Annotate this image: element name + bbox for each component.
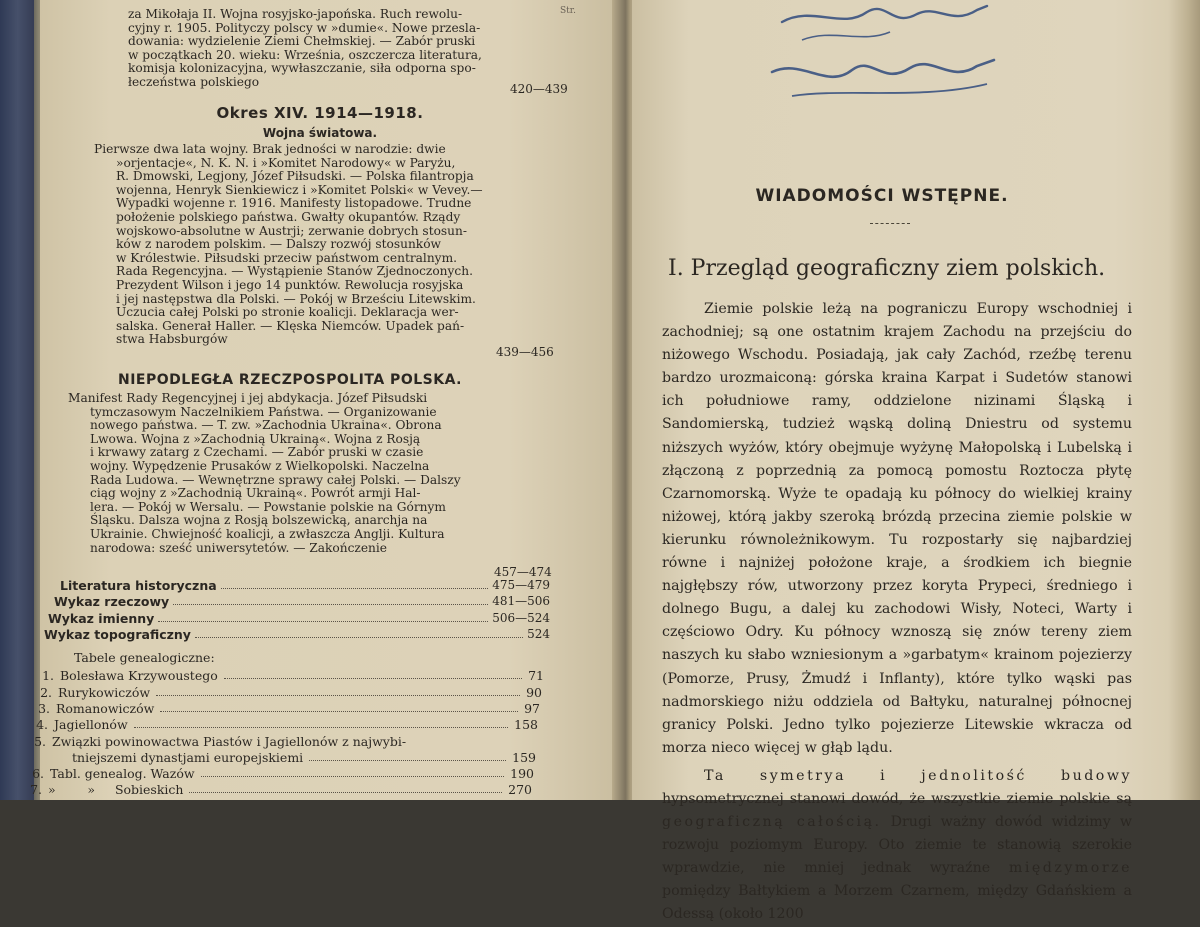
index-pages: 481—506 — [492, 594, 550, 608]
entry-line: i jej następstwa dla Polski. — Pokój w Brześciu Litewskim. — [116, 291, 476, 306]
paragraph-text: Drugi ważny dowód widzimy w rozwoju poziomym Europy. Oto ziemie te stanowią szerokie wprawdzie, nie mniej jednak wyraźne — [662, 814, 1132, 877]
genealogy-row — [26, 734, 536, 749]
index-label: Wykaz topograficzny — [44, 627, 191, 642]
dot-leader — [221, 578, 489, 589]
genealogy-row — [28, 717, 538, 732]
entry-text — [128, 8, 538, 90]
entry-line: wojenna, Henryk Sienkiewicz i »Komitet Polski« w Vevey.— — [116, 182, 483, 197]
entry-line: za Mikołaja II. Wojna rosyjsko-japońska. Ruch rewolu- — [128, 7, 463, 21]
entry-line: wojny. Wypędzenie Prusaków z Wielkopolski. Naczelna — [90, 458, 430, 473]
entry-line: i krwawy zatarg z Czechami. — Zabór pruski w czasie — [90, 445, 424, 460]
entry-line: komisja kolonizacyjna, wywłaszczanie, siła odporna spo- — [128, 61, 476, 76]
period-title: Okres XIV. 1914—1918. — [216, 104, 424, 122]
index-topographic — [44, 627, 550, 642]
paragraph-text: hypsometrycznej stanowi dowód, że wszystkie ziemie polskie są — [662, 790, 1132, 807]
genealogy-row — [34, 668, 544, 683]
entry-line: Śląsku. Dalsza wojna z Rosją bolszewicką, anarchja na — [90, 513, 428, 528]
entry-line: tymczasowym Naczelnikiem Państwa. — Organizowanie — [90, 404, 437, 419]
row-pages: 158 — [514, 717, 538, 732]
dot-leader — [309, 750, 506, 761]
entry-line: stwa Habsburgów — [116, 332, 228, 347]
title-ornament — [870, 223, 910, 224]
entry-line: Pierwsze dwa lata wojny. Brak jedności w narodzie: dwie — [94, 142, 446, 156]
index-label: Literatura historyczna — [60, 578, 217, 593]
entry-line: w Królestwie. Piłsudski przeciw państwom centralnym. — [116, 250, 457, 265]
row-pages: 159 — [512, 750, 536, 765]
row-number: 4. — [36, 717, 48, 732]
entry-line: wojskowo-absolutne w Austrji; zerwanie dobrych stosun- — [116, 223, 467, 238]
paragraph-text: pomiędzy Bałtykiem a Morzem Czarnem, między Gdańskiem a Odessą (około 1200 — [662, 883, 1132, 923]
entry-line: R. Dmowski, Legjony, Józef Piłsudski. — Polska filantropja — [116, 169, 474, 184]
chapter-title: WIADOMOŚCI WSTĘPNE. — [755, 186, 1009, 206]
genealogy-heading: Tabele genealogiczne: — [74, 650, 215, 665]
dot-leader — [134, 717, 508, 728]
genealogy-row — [32, 685, 542, 700]
dot-leader — [224, 668, 522, 679]
row-pages: 90 — [526, 685, 542, 700]
entry-line: narodowa: sześć uniwersytetów. — Zakończenie — [90, 540, 388, 555]
ink-signature — [772, 0, 1002, 120]
entry-line: w początkach 20. wieku: Września, oszczercza literatura, — [128, 47, 482, 62]
dot-leader — [158, 611, 488, 622]
section-heading: I. Przegląd geograficzny ziem polskich. — [668, 256, 1106, 281]
genealogy-row — [22, 782, 532, 797]
entry-line: Rada Regencyjna. — Wystąpienie Stanów Zjednoczonych. — [116, 264, 473, 279]
entry-line: dowania: wydzielenie Ziemi Chełmskiej. — Zabór pruski — [128, 34, 476, 49]
index-pages: 475—479 — [492, 578, 550, 592]
row-pages: 71 — [528, 668, 544, 683]
row-pages: 270 — [508, 782, 532, 797]
genealogy-row — [30, 701, 540, 716]
paragraph-1: Ziemie polskie leżą na pograniczu Europy wschodniej i zachodniej; są one ostatnim krajem Zachodu na przejściu do niżowego Wschodu. Posiadają, jak cały Zachód, rzeźbę terenu bardzo urozmaiconą: górska kraina Karpat i Sudetów stanowi ich południowe ramy, oddzielone nizinami Śląską i Sandomierską, tudzież wąską doliną Dniestru od systemu niższych wyżów, który obejmuje wyżynę Małopolską i Lubelską i złączoną z poprzednią za pomocą pomostu Roztocza płytę Czarnomorską. Wyże te opadają ku północy do wielkiej krainy niżowej, którą jakby szeroką brózdą przecina ziemie polskie w kierunku równoleżnikowym. Tu rozpostarły się najbardziej równe i najniżej położone kraje, a środkiem ich biegnie najgłębszy rów, utworzony przez koryta Prypeci, średniego i dolnego Bugu, a dalej ku zachodowi Wisły, Noteci, Warty i częściowo Odry. Ku północy wznoszą się znów tereny ziem naszych ku słabo wzniesionym a »garbatym« krainom pojezierzy (Pomorze, Prusy, Żmudź i Inflanty), które tylko wąski pas nadmorskiego niżu oddziela od Bałtyku, naturalnej północnej granicy Polski. Jedno tylko pojezierze Litewskie wkracza od morza nieco więcej w głąb lądu. — [662, 301, 1132, 756]
row-number: 7. — [30, 782, 42, 797]
entry-line: cyjny r. 1905. Polityczy polscy w »dumie«. Nowe przesla- — [128, 20, 481, 35]
entry-pages: 439—456 — [496, 345, 554, 359]
dot-leader — [173, 594, 488, 605]
entry-line: Manifest Rady Regencyjnej i jej abdykacja. Józef Piłsudski — [68, 391, 428, 405]
dot-leader — [156, 685, 520, 696]
genealogy-row — [24, 766, 534, 781]
index-literature — [60, 578, 550, 593]
row-number — [26, 750, 46, 765]
row-title: Tabl. genealog. Wazów — [50, 766, 195, 781]
entry-line: Uczucia całej Polski po stronie koalicji. Deklaracja wer- — [116, 305, 459, 320]
entry-line: Rada Ludowa. — Wewnętrzne sprawy całej Polski. — Dalszy — [90, 472, 461, 487]
row-title: Bolesława Krzywoustego — [60, 668, 218, 683]
row-pages: 97 — [524, 701, 540, 716]
entry-line: salska. Generał Haller. — Klęska Niemców. Upadek pań- — [116, 318, 465, 333]
entry-line: położenie polskiego państwa. Gwałty okupantów. Rządy — [116, 209, 461, 224]
entry-line: Prezydent Wilson i jego 14 punktów. Rewolucja rosyjska — [116, 277, 464, 292]
index-names — [48, 611, 550, 626]
dot-leader — [195, 627, 523, 638]
dot-leader — [201, 766, 505, 777]
entry-line: Ukrainie. Chwiejność koalicji, a zwłaszcza Anglji. Kultura — [90, 526, 445, 541]
entry-line: łeczeństwa polskiego — [128, 74, 260, 89]
dot-leader — [160, 701, 518, 712]
row-title: Jagiellonów — [54, 717, 128, 732]
row-number: 3. — [38, 701, 50, 716]
toc-entry-independent — [68, 392, 508, 555]
entry-line: Lwowa. Wojna z »Zachodnią Ukrainą«. Wojna z Rosją — [90, 431, 421, 446]
body-text — [662, 298, 1132, 927]
index-subject — [54, 594, 550, 609]
row-title: » » Sobieskich — [48, 782, 184, 797]
row-pages: 190 — [510, 766, 534, 781]
period-subtitle: Wojna światowa. — [262, 126, 378, 140]
index-label: Wykaz rzeczowy — [54, 594, 170, 609]
entry-line: Wypadki wojenne r. 1916. Manifesty listopadowe. Trudne — [116, 196, 472, 211]
row-number: 6. — [32, 766, 44, 781]
entry-line: nowego państwa. — T. zw. »Zachodnia Ukraina«. Obrona — [90, 418, 442, 433]
spaced-phrase: geograficzną całością. — [662, 814, 882, 831]
entry-line: ciąg wojny z »Zachodnią Ukrainą«. Powrót armji Hal- — [90, 486, 421, 501]
left-page — [30, 0, 625, 800]
entry-pages: 457—474 — [494, 565, 552, 579]
paragraph-2 — [662, 765, 1132, 927]
index-pages: 524 — [527, 627, 550, 641]
independent-title: NIEPODLEGŁA RZECZPOSPOLITA POLSKA. — [117, 372, 462, 388]
right-page — [632, 0, 1200, 923]
genealogy-row — [26, 750, 536, 765]
column-header-str: Str. — [560, 6, 576, 16]
spaced-phrase: międzymorze — [1008, 860, 1132, 877]
row-title: tniejszemi dynastjami europejskiemi — [72, 750, 304, 765]
index-pages: 506—524 — [492, 611, 550, 625]
entry-line: ków z narodem polskim. — Dalszy rozwój stosunków — [116, 237, 441, 252]
row-title: Związki powinowactwa Piastów i Jagiellonów z najwybi- — [52, 734, 407, 749]
row-number: 1. — [42, 668, 54, 683]
spaced-phrase: Ta symetrya i jednolitość budowy — [704, 767, 1132, 784]
index-label: Wykaz imienny — [48, 611, 155, 626]
row-number: 2. — [40, 685, 52, 700]
right-page-edges — [1168, 0, 1200, 800]
row-title: Romanowiczów — [56, 701, 155, 716]
entry-pages: 420—439 — [510, 82, 568, 96]
row-title: Rurykowiczów — [58, 685, 151, 700]
entry-line: »orjentacje«, N. K. N. i »Komitet Narodowy« w Paryżu, — [116, 155, 456, 170]
entry-line: lera. — Pokój w Wersalu. — Powstanie polskie na Górnym — [90, 499, 446, 514]
dot-leader — [189, 782, 502, 793]
toc-entry-world-war — [94, 143, 514, 347]
row-number: 5. — [34, 734, 46, 749]
